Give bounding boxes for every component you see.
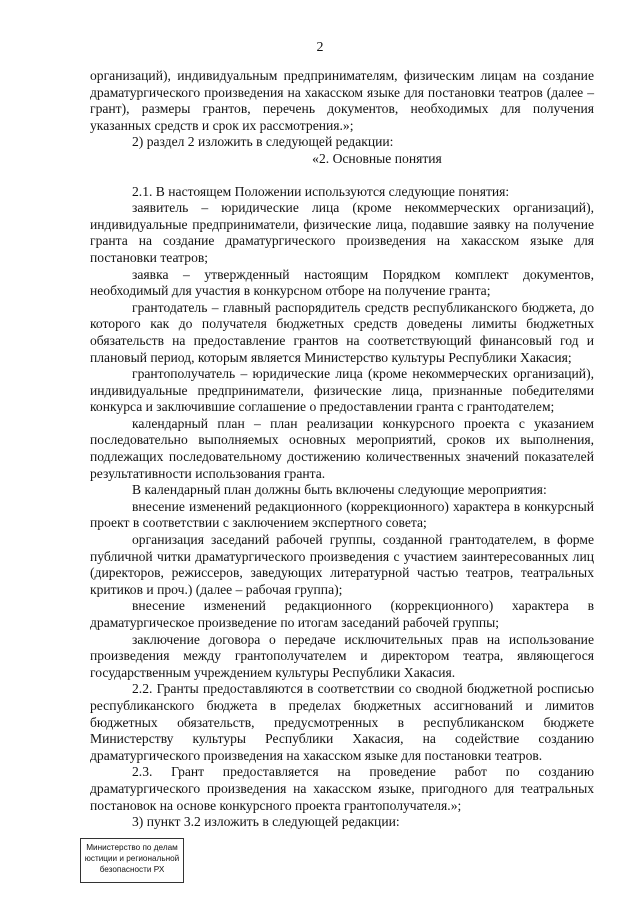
activity-1: внесение изменений редакционного (коррекционного) характера в конкурсный проект в соответствии с заключением экспертного совета; — [90, 498, 594, 531]
activity-3: внесение изменений редакционного (коррекционного) характера в драматургическое произведение по итогам заседаний рабочей группы; — [90, 598, 594, 630]
stamp-line-3: безопасности РХ — [99, 865, 165, 874]
stamp-line-2: юстиции и региональной — [84, 854, 180, 863]
paragraph-2-1: 2.1. В настоящем Положении используются следующие понятия: — [132, 183, 510, 199]
definition-application: заявка – утвержденный настоящим Порядком комплект документов, необходимый для участия в конкурсном отборе на получение гранта; — [90, 266, 594, 299]
paragraph-2-2: 2.2. Гранты предоставляются в соответствии со сводной бюджетной росписью республиканского бюджета в пределах бюджетных ассигнований и лимитов бюджетных обязательств, предусмотренных в республиканском бюджете Министерству культуры Республики Хакасия, на содействие созданию драматургического произведения на хакасском языке для постановки театров. — [90, 681, 594, 763]
stamp-line-1: Министерство по делам — [86, 843, 178, 852]
paragraph-item-3: 3) пункт 3.2 изложить в следующей редакции: — [132, 814, 400, 830]
activity-4: заключение договора о передаче исключительных прав на использование произведения между грантополучателем и директором театра, являющегося государственным учреждением культуры Республики Хакасия. — [90, 631, 594, 680]
section-title: «2. Основные понятия — [312, 150, 442, 166]
page-number: 2 — [316, 40, 324, 55]
definition-applicant: заявитель – юридические лица (кроме некоммерческих организаций), индивидуальные предприниматели, физические лица, подавшие заявку на получение гранта на создание драматургического произведения на хакасском языке для постановки театров; — [90, 200, 594, 265]
paragraph-item-2: 2) раздел 2 изложить в следующей редакции: — [132, 134, 394, 150]
definition-grantor: грантодатель – главный распорядитель средств республиканского бюджета, до которого как до получателя бюджетных средств доведены лимиты бюджетных обязательств на предоставление грантов на соответствующий финансовый год и плановый период, которым является Министерство культуры Республики Хакасия; — [90, 299, 594, 365]
ministry-stamp — [80, 838, 184, 883]
definition-calendar-plan: календарный план – план реализации конкурсного проекта с указанием последовательно выполняемых основных мероприятий, сроков их выполнения, подлежащих последовательному достижению количественных значений показателей результативности использования гранта. — [90, 415, 594, 481]
activity-2: организация заседаний рабочей группы, созданной грантодателем, в форме публичной читки драматургического произведения с участием заинтересованных лиц (директоров, режиссеров, заведующих литературной частью театров, театральных критиков и проч.) (далее – рабочая группа); — [90, 532, 594, 597]
document-body — [90, 68, 594, 831]
definition-grantee: грантополучатель – юридические лица (кроме некоммерческих организаций), индивидуальные предприниматели, физические лица, признанные победителями конкурса и заключившие соглашение о предоставлении гранта с грантодателем; — [90, 366, 594, 415]
calendar-plan-intro: В календарный план должны быть включены следующие мероприятия: — [132, 482, 547, 498]
paragraph-intro: организаций), индивидуальным предпринимателям, физическим лицам на создание драматургического произведения на хакасском языке для постановки театров (далее – грант), размеры грантов, перечень документов, необходимых для получения указанных средств и срок их рассмотрения.»; — [90, 68, 594, 133]
paragraph-2-3: 2.3. Грант предоставляется на проведение работ по созданию драматургического произведения на хакасском языке, пригодного для театральных постановок на основе конкурсного проекта грантополучателя.»; — [90, 764, 594, 813]
